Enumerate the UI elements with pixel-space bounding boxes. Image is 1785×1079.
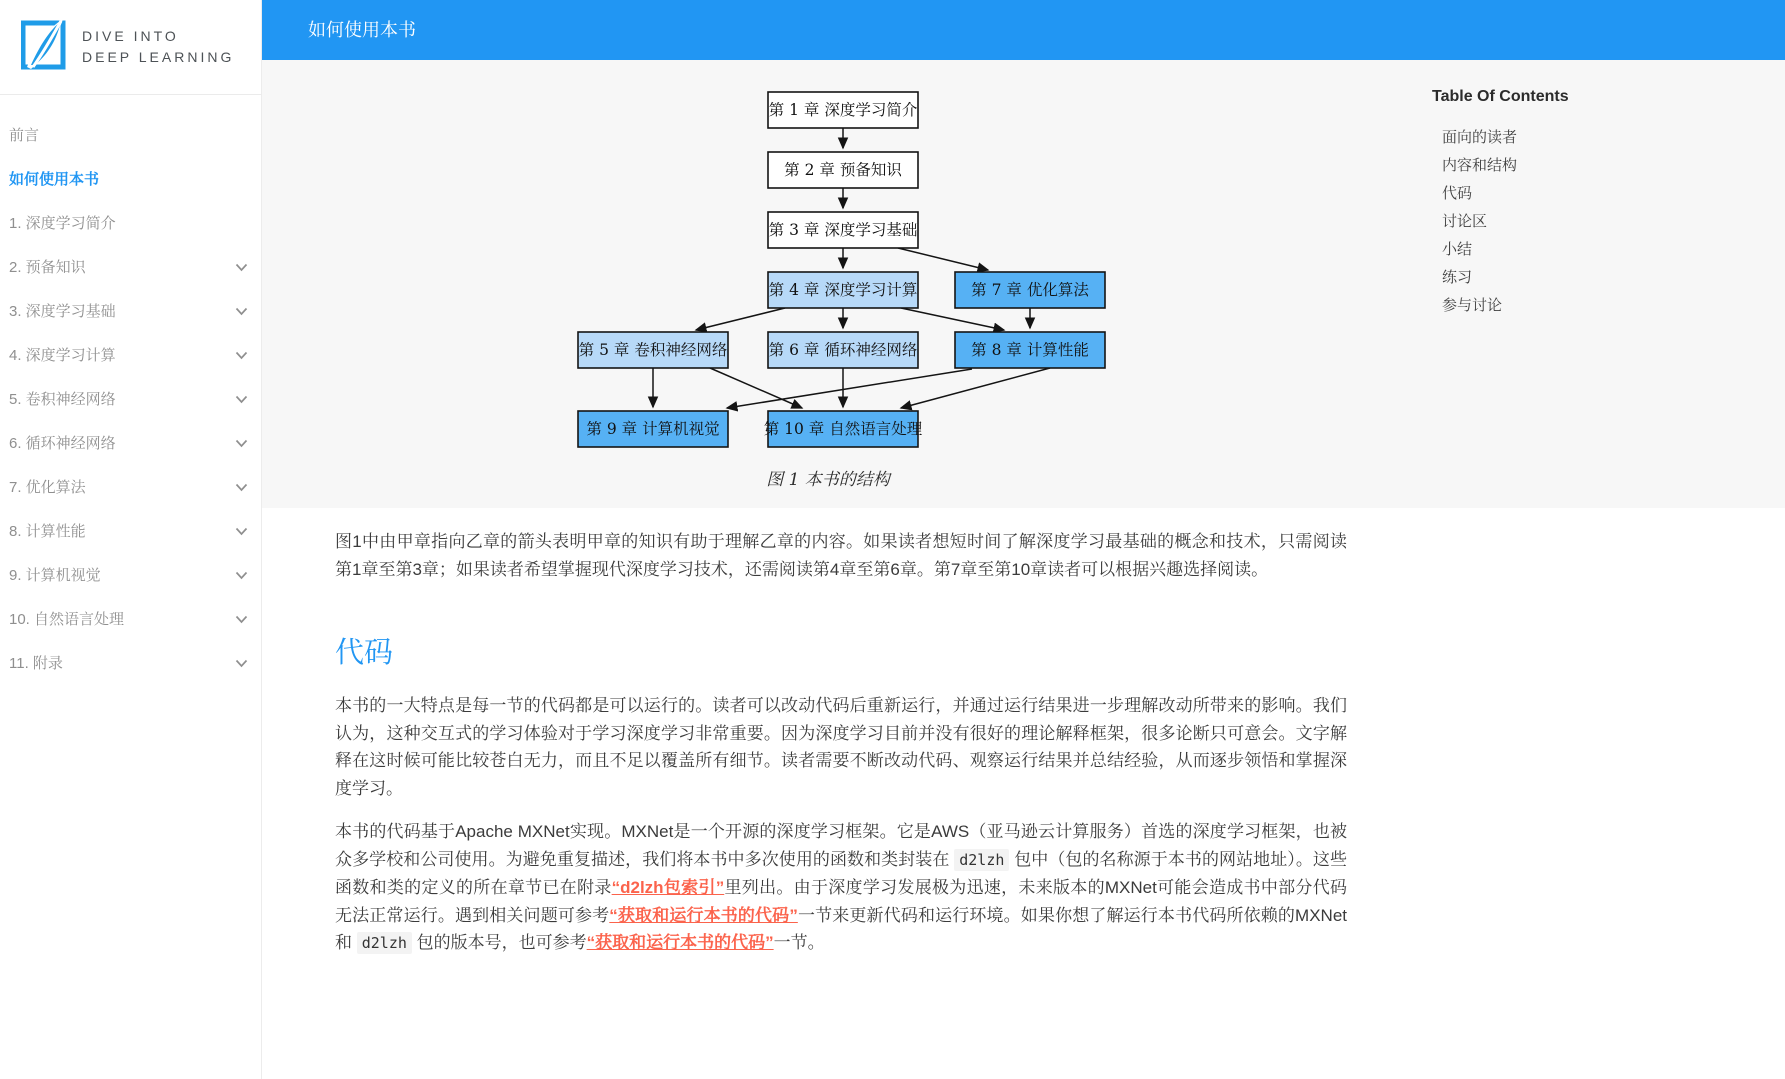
toc-item-audience[interactable]: 面向的读者 — [1442, 129, 1518, 146]
toc-item-forum[interactable]: 讨论区 — [1442, 213, 1488, 230]
figure-caption: 图 1 本书的结构 — [766, 470, 890, 490]
text-segment: 本书的代码基于Apache MXNet实现。MXNet是一个开源的深度学习框架。它是AWS（亚马逊云计算服务）首选的深度学习框架，也被众多学校和公司使用。为避免重复描述，我们将本书中多次使用的函数和类封装在 — [335, 822, 1347, 869]
node-ch9-label: 第 9 章 计算机视觉 — [586, 420, 720, 438]
node-ch10-label: 第 10 章 自然语言处理 — [763, 420, 923, 438]
arrow-ch8-ch10 — [901, 368, 1050, 408]
paragraph-code-intro: 本书的一大特点是每一节的代码都是可以运行的。读者可以改动代码后重新运行，并通过运行结果进一步理解改动所带来的影响。我们认为，这种交互式的学习体验对于学习深度学习非常重要。因为深度学习目前并没有很好的理论解释框架，很多论断只可意会。文字解释在这时候可能比较苍白无力，而且不足以覆盖所有细节。读者需要不断改动代码、观察运行结果并总结经验，从而逐步领悟和掌握深度学习。 — [335, 696, 1347, 798]
sidebar-item-label: 前言 — [9, 127, 40, 144]
link-get-run-code-1[interactable]: “获取和运行本书的代码” — [609, 905, 798, 925]
inline-code-d2lzh: d2lzh — [357, 932, 412, 954]
sidebar — [0, 0, 262, 1079]
sidebar-item-label: 8. 计算性能 — [9, 523, 86, 540]
sidebar-item-label: 3. 深度学习基础 — [9, 303, 116, 320]
sidebar-item-ch9[interactable] — [0, 554, 262, 598]
node-ch2-label: 第 2 章 预备知识 — [784, 161, 902, 179]
table-of-contents — [1432, 88, 1762, 320]
arrow-ch8-ch9 — [727, 369, 972, 408]
sidebar-item-preface[interactable] — [0, 114, 262, 158]
toc-title: Table Of Contents — [1432, 88, 1569, 105]
chevron-down-icon[interactable] — [235, 263, 248, 272]
node-ch1-label: 第 1 章 深度学习简介 — [768, 101, 918, 119]
arrow-ch4-ch5 — [696, 308, 785, 330]
text-segment: 里列出。由于深度学习发展极为迅速，未来版本的MXNet可能会造成书中部分代码无法正常运行。遇到相关问题可参考 — [335, 878, 1348, 925]
toc-item-discussion[interactable]: 参与讨论 — [1442, 297, 1503, 314]
sidebar-item-how-to-use[interactable] — [0, 158, 262, 202]
sidebar-item-ch10[interactable] — [0, 598, 262, 642]
toc-item-summary[interactable]: 小结 — [1442, 241, 1473, 258]
sidebar-item-ch5[interactable] — [0, 378, 262, 422]
node-ch7-label: 第 7 章 优化算法 — [971, 281, 1089, 299]
node-ch5-label: 第 5 章 卷积神经网络 — [578, 341, 728, 359]
node-ch4-label: 第 4 章 深度学习计算 — [768, 281, 918, 299]
text-segment: 包中（包的名称源于本书的网站地址）。这些函数和类的定义的所在章节已在附录 — [335, 849, 1347, 897]
toc-item-exercise[interactable]: 练习 — [1442, 269, 1473, 286]
sidebar-item-ch7[interactable] — [0, 466, 262, 510]
chevron-down-icon[interactable] — [235, 351, 248, 360]
sidebar-item-label: 1. 深度学习简介 — [9, 215, 116, 232]
section-heading-code: 代码 — [335, 637, 394, 669]
sidebar-item-label: 10. 自然语言处理 — [9, 611, 125, 628]
text-segment: 包的版本号，也可参考 — [411, 933, 587, 952]
paragraph-figure-note: 图1中由甲章指向乙章的箭头表明甲章的知识有助于理解乙章的内容。如果读者想短时间了解深度学习最基础的概念和技术，只需阅读第1章至第3章；如果读者希望掌握现代深度学习技术，还需阅读第4章至第6章。第7章至第10章读者可以根据兴趣选择阅读。 — [335, 532, 1347, 579]
sidebar-item-label: 11. 附录 — [9, 655, 63, 672]
link-d2lzh-index[interactable]: “d2lzh包索引” — [611, 878, 725, 897]
chevron-down-icon[interactable] — [235, 615, 248, 624]
arrow-ch4-ch8 — [901, 308, 1004, 330]
sidebar-item-ch8[interactable] — [0, 510, 262, 554]
chevron-down-icon[interactable] — [235, 527, 248, 536]
chevron-down-icon[interactable] — [235, 307, 248, 316]
sidebar-item-ch4[interactable] — [0, 334, 262, 378]
toc-item-code[interactable]: 代码 — [1442, 185, 1473, 202]
sidebar-item-label: 7. 优化算法 — [9, 479, 86, 496]
sidebar-item-label: 4. 深度学习计算 — [9, 347, 116, 364]
node-ch6-label: 第 6 章 循环神经网络 — [768, 341, 918, 359]
chevron-down-icon[interactable] — [235, 395, 248, 404]
main-content — [335, 528, 1347, 958]
chevron-down-icon[interactable] — [235, 571, 248, 580]
sidebar-nav — [0, 114, 262, 686]
sidebar-item-ch3[interactable] — [0, 290, 262, 334]
text-segment: 一节。 — [773, 933, 825, 952]
logo-wordmark — [82, 26, 234, 68]
link-get-run-code-2[interactable]: “获取和运行本书的代码” — [586, 933, 774, 952]
sidebar-item-label: 5. 卷积神经网络 — [9, 391, 116, 408]
sidebar-item-ch11[interactable] — [0, 642, 262, 686]
arrow-ch5-ch10 — [710, 368, 802, 408]
sidebar-item-ch6[interactable] — [0, 422, 262, 466]
toc-item-structure[interactable]: 内容和结构 — [1442, 157, 1518, 174]
sidebar-item-ch1[interactable] — [0, 202, 262, 246]
book-structure-figure — [560, 80, 1120, 500]
sidebar-item-label: 如何使用本书 — [9, 171, 100, 188]
node-ch3-label: 第 3 章 深度学习基础 — [768, 221, 918, 239]
paragraph-mxnet — [335, 818, 1347, 958]
text-segment: 一节来更新代码和运行环境。如果你想了解运行本书代码所依赖的MXNet和 — [335, 905, 1348, 952]
arrow-ch3-ch7 — [898, 248, 988, 270]
chevron-down-icon[interactable] — [235, 483, 248, 492]
sidebar-item-label: 6. 循环神经网络 — [9, 435, 116, 452]
logo-line2: DEEP LEARNING — [82, 49, 235, 65]
figure-nodes — [578, 92, 1105, 447]
inline-code-d2lzh: d2lzh — [954, 849, 1009, 871]
node-ch8-label: 第 8 章 计算性能 — [971, 341, 1089, 359]
top-header-bar — [262, 0, 1785, 60]
chevron-down-icon[interactable] — [235, 659, 248, 668]
sidebar-item-label: 9. 计算机视觉 — [9, 567, 101, 584]
logo-line1: DIVE INTO — [82, 28, 179, 44]
logo-link[interactable] — [0, 0, 262, 95]
sidebar-item-label: 2. 预备知识 — [9, 259, 86, 276]
d2l-logo-icon — [21, 17, 69, 78]
sidebar-item-ch2[interactable] — [0, 246, 262, 290]
chevron-down-icon[interactable] — [235, 439, 248, 448]
page-title: 如何使用本书 — [308, 20, 416, 40]
